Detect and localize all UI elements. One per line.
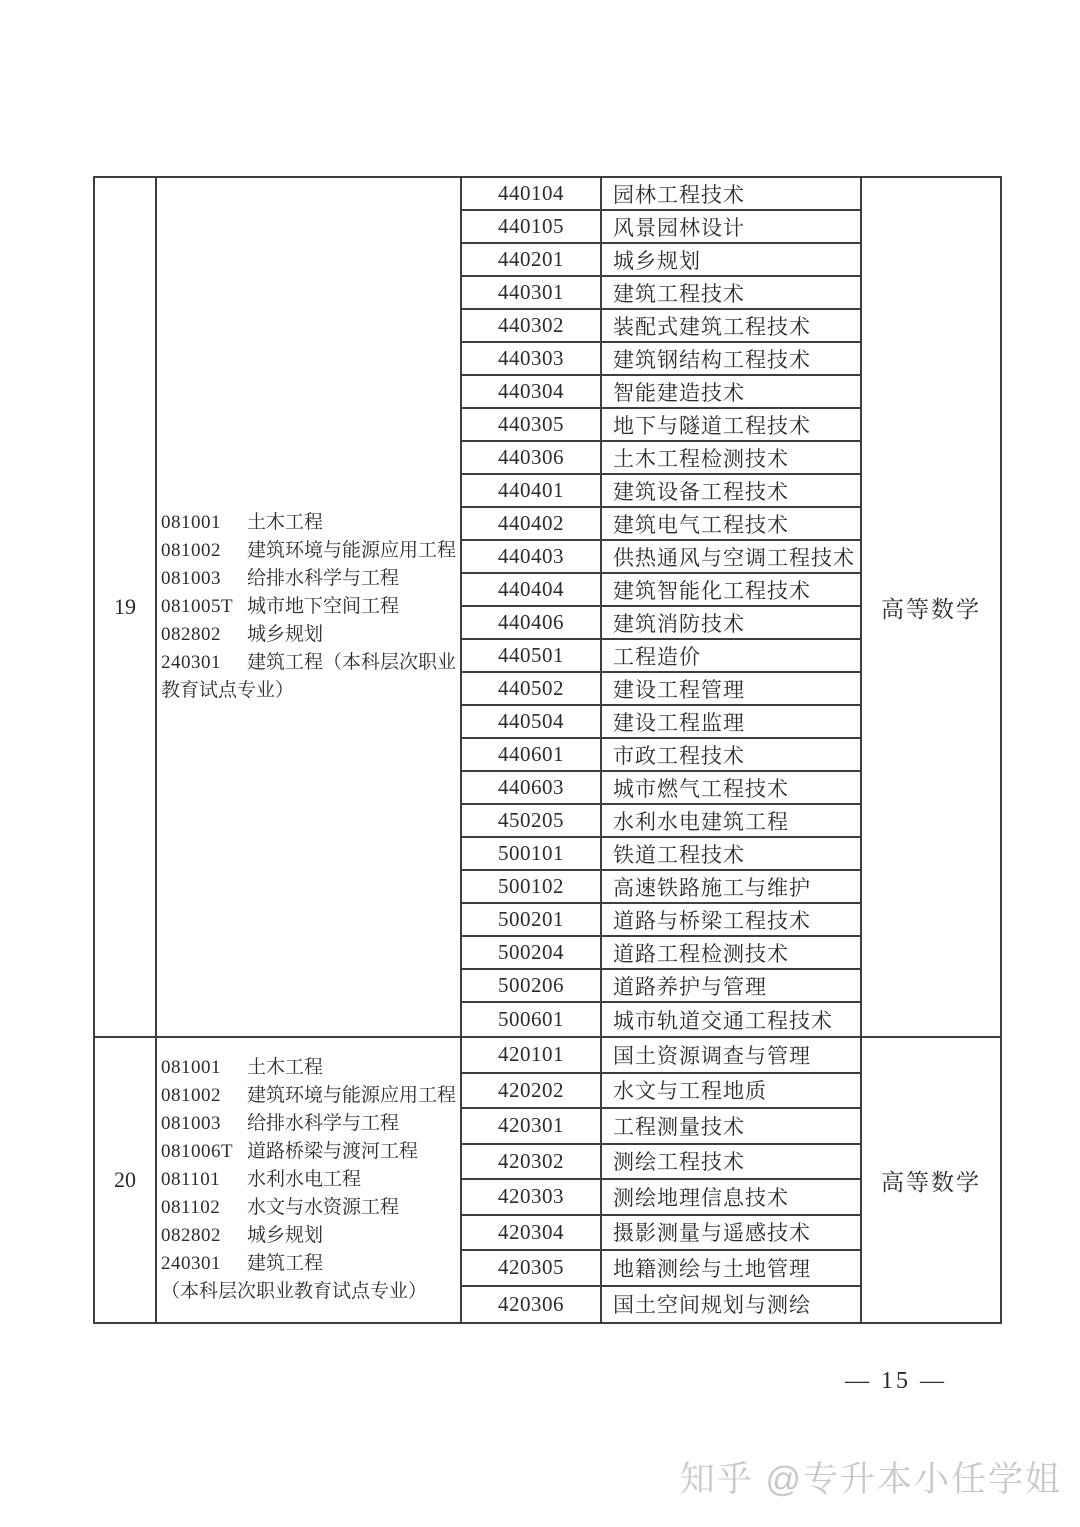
vocational-code-cell: 420304 [462,1216,602,1250]
vocational-major-row [462,1109,860,1145]
vocational-major-row [462,277,860,310]
vocational-code-cell: 440601 [462,739,602,770]
vocational-code-cell: 440402 [462,508,602,539]
vocational-name-cell: 国土资源调查与管理 [613,1043,811,1068]
vocational-major-row [462,640,860,673]
vocational-name-cell: 城市燃气工程技术 [613,776,789,801]
vocational-name-cell: 建设工程监理 [613,710,745,735]
undergraduate-major-name: 水文与水资源工程 [247,1197,400,1218]
vocational-code-cell: 440306 [462,442,602,473]
undergraduate-major-code: 081003 [161,1113,221,1134]
vocational-code-cell: 500101 [462,838,602,869]
vocational-name-cell: 水利水电建筑工程 [613,809,789,834]
undergraduate-major-code: 081101 [161,1169,221,1190]
vocational-major-row [462,706,860,739]
vocational-major-row [462,1287,860,1323]
vocational-name-cell: 工程测量技术 [613,1114,745,1139]
vocational-code-cell: 420305 [462,1251,602,1285]
table-row-group-19 [95,178,1000,1036]
vocational-name-cell: 城市轨道交通工程技术 [613,1008,833,1033]
vocational-name-cell: 道路养护与管理 [613,974,767,999]
table-row-group-20 [95,1036,1000,1322]
watermark: 知乎 @专升本小任学姐 [679,1460,1062,1499]
vocational-name-cell: 高速铁路施工与维护 [613,875,811,900]
undergraduate-major-name: 城乡规划 [247,1225,324,1246]
vocational-major-row [462,475,860,508]
vocational-major-row [462,904,860,937]
undergraduate-major-line [161,537,460,565]
vocational-majors-list [462,1038,860,1322]
undergraduate-major-line [161,1054,460,1082]
vocational-major-row [462,343,860,376]
undergraduate-major-name: 道路桥梁与渡河工程 [247,1141,419,1162]
undergraduate-major-name: 建筑环境与能源应用工程 [247,540,457,561]
undergraduate-major-name: 建筑环境与能源应用工程 [247,1085,457,1106]
undergraduate-major-name: 水利水电工程 [247,1169,362,1190]
vocational-major-row [462,1038,860,1074]
vocational-major-row [462,376,860,409]
vocational-code-cell: 500206 [462,970,602,1001]
vocational-code-cell: 500601 [462,1003,602,1036]
undergraduate-major-line [161,1278,460,1306]
undergraduate-majors-cell [157,178,462,1036]
vocational-code-cell: 440305 [462,409,602,440]
vocational-name-cell: 建设工程管理 [613,677,745,702]
undergraduate-major-code: 081002 [161,1085,221,1106]
vocational-major-row [462,442,860,475]
vocational-code-cell: 440406 [462,607,602,638]
vocational-code-cell: 420303 [462,1180,602,1214]
vocational-code-cell: 420202 [462,1074,602,1108]
vocational-name-cell: 建筑电气工程技术 [613,512,789,537]
undergraduate-major-code: 082802 [161,624,221,645]
vocational-code-cell: 420101 [462,1038,602,1072]
vocational-code-cell: 500204 [462,937,602,968]
vocational-name-cell: 摄影测量与遥感技术 [613,1221,811,1246]
vocational-code-cell: 440504 [462,706,602,737]
vocational-major-row [462,1251,860,1287]
vocational-code-cell: 440304 [462,376,602,407]
undergraduate-majors-cell [157,1038,462,1322]
vocational-code-cell: 440403 [462,541,602,572]
vocational-code-cell: 500102 [462,871,602,902]
vocational-code-cell: 440301 [462,277,602,308]
undergraduate-major-line [161,1138,460,1166]
vocational-code-cell: 440104 [462,178,602,209]
undergraduate-major-code: 240301 [161,1253,221,1274]
vocational-majors-list [462,178,860,1036]
vocational-code-cell: 440201 [462,244,602,275]
vocational-major-row [462,1180,860,1216]
undergraduate-major-code: 081006T [161,1141,234,1162]
vocational-name-cell: 道路与桥梁工程技术 [613,908,811,933]
row-number-cell: 20 [95,1038,157,1322]
row-number-cell: 19 [95,178,157,1036]
vocational-name-cell: 风景园林设计 [613,215,745,240]
vocational-code-cell: 420306 [462,1287,602,1323]
undergraduate-major-name: 给排水科学与工程 [247,1113,400,1134]
vocational-major-row [462,574,860,607]
vocational-name-cell: 建筑设备工程技术 [613,479,789,504]
vocational-major-row [462,1216,860,1252]
vocational-code-cell: 440501 [462,640,602,671]
majors-table [93,176,1002,1324]
vocational-name-cell: 供热通风与空调工程技术 [613,545,855,570]
undergraduate-major-code: 082802 [161,1225,221,1246]
vocational-major-row [462,1074,860,1110]
undergraduate-major-code: 081001 [161,1057,221,1078]
undergraduate-major-line [161,649,460,705]
vocational-code-cell: 420302 [462,1145,602,1179]
vocational-name-cell: 地籍测绘与土地管理 [613,1256,811,1281]
vocational-code-cell: 440401 [462,475,602,506]
undergraduate-major-line [161,621,460,649]
vocational-major-row [462,541,860,574]
undergraduate-major-line [161,593,460,621]
vocational-name-cell: 市政工程技术 [613,743,745,768]
exam-subject-cell: 高等数学 [860,1038,1000,1322]
vocational-major-row [462,739,860,772]
undergraduate-major-line [161,565,460,593]
vocational-name-cell: 装配式建筑工程技术 [613,314,811,339]
undergraduate-major-name: 建筑工程 [247,1253,324,1274]
vocational-code-cell: 440502 [462,673,602,704]
vocational-major-row [462,244,860,277]
vocational-name-cell: 水文与工程地质 [613,1079,767,1104]
undergraduate-major-name: 建筑工程（本科层次职业教育试点专业） [161,652,457,701]
vocational-name-cell: 国土空间规划与测绘 [613,1293,811,1318]
vocational-name-cell: 建筑钢结构工程技术 [613,347,811,372]
undergraduate-major-name: 城乡规划 [247,624,324,645]
undergraduate-major-code: 081003 [161,568,221,589]
vocational-major-row [462,211,860,244]
undergraduate-major-code: 081005T [161,596,234,617]
vocational-code-cell: 440302 [462,310,602,341]
undergraduate-major-line [161,1166,460,1194]
undergraduate-major-code: 081001 [161,512,221,533]
vocational-major-row [462,805,860,838]
undergraduate-major-code: 081002 [161,540,221,561]
vocational-name-cell: 测绘地理信息技术 [613,1185,789,1210]
vocational-major-row [462,1145,860,1181]
undergraduate-major-name: 土木工程 [247,1057,324,1078]
undergraduate-major-line [161,509,460,537]
vocational-name-cell: 工程造价 [613,644,701,669]
vocational-major-row [462,673,860,706]
undergraduate-major-name: （本科层次职业教育试点专业） [161,1281,428,1302]
vocational-major-row [462,838,860,871]
vocational-name-cell: 地下与隧道工程技术 [613,413,811,438]
vocational-major-row [462,937,860,970]
vocational-name-cell: 道路工程检测技术 [613,941,789,966]
vocational-code-cell: 420301 [462,1109,602,1143]
vocational-name-cell: 铁道工程技术 [613,842,745,867]
vocational-major-row [462,1003,860,1036]
vocational-name-cell: 建筑工程技术 [613,281,745,306]
vocational-major-row [462,607,860,640]
undergraduate-major-line [161,1250,460,1278]
page-number: — 15 — [845,1368,947,1394]
undergraduate-major-line [161,1082,460,1110]
undergraduate-major-name: 给排水科学与工程 [247,568,400,589]
undergraduate-major-name: 土木工程 [247,512,324,533]
vocational-name-cell: 智能建造技术 [613,380,745,405]
vocational-name-cell: 建筑消防技术 [613,611,745,636]
undergraduate-major-code: 081102 [161,1197,221,1218]
undergraduate-major-line [161,1110,460,1138]
vocational-code-cell: 450205 [462,805,602,836]
vocational-code-cell: 440404 [462,574,602,605]
vocational-major-row [462,970,860,1003]
vocational-major-row [462,508,860,541]
undergraduate-major-name: 城市地下空间工程 [247,596,400,617]
exam-subject-cell: 高等数学 [860,178,1000,1036]
undergraduate-major-code: 240301 [161,652,221,673]
undergraduate-major-line [161,1222,460,1250]
vocational-code-cell: 440603 [462,772,602,803]
vocational-major-row [462,409,860,442]
vocational-name-cell: 测绘工程技术 [613,1150,745,1175]
vocational-code-cell: 440303 [462,343,602,374]
vocational-major-row [462,178,860,211]
vocational-name-cell: 园林工程技术 [613,182,745,207]
vocational-code-cell: 440105 [462,211,602,242]
vocational-major-row [462,310,860,343]
vocational-name-cell: 建筑智能化工程技术 [613,578,811,603]
vocational-name-cell: 土木工程检测技术 [613,446,789,471]
undergraduate-major-line [161,1194,460,1222]
vocational-name-cell: 城乡规划 [613,248,701,273]
vocational-major-row [462,871,860,904]
vocational-code-cell: 500201 [462,904,602,935]
vocational-major-row [462,772,860,805]
